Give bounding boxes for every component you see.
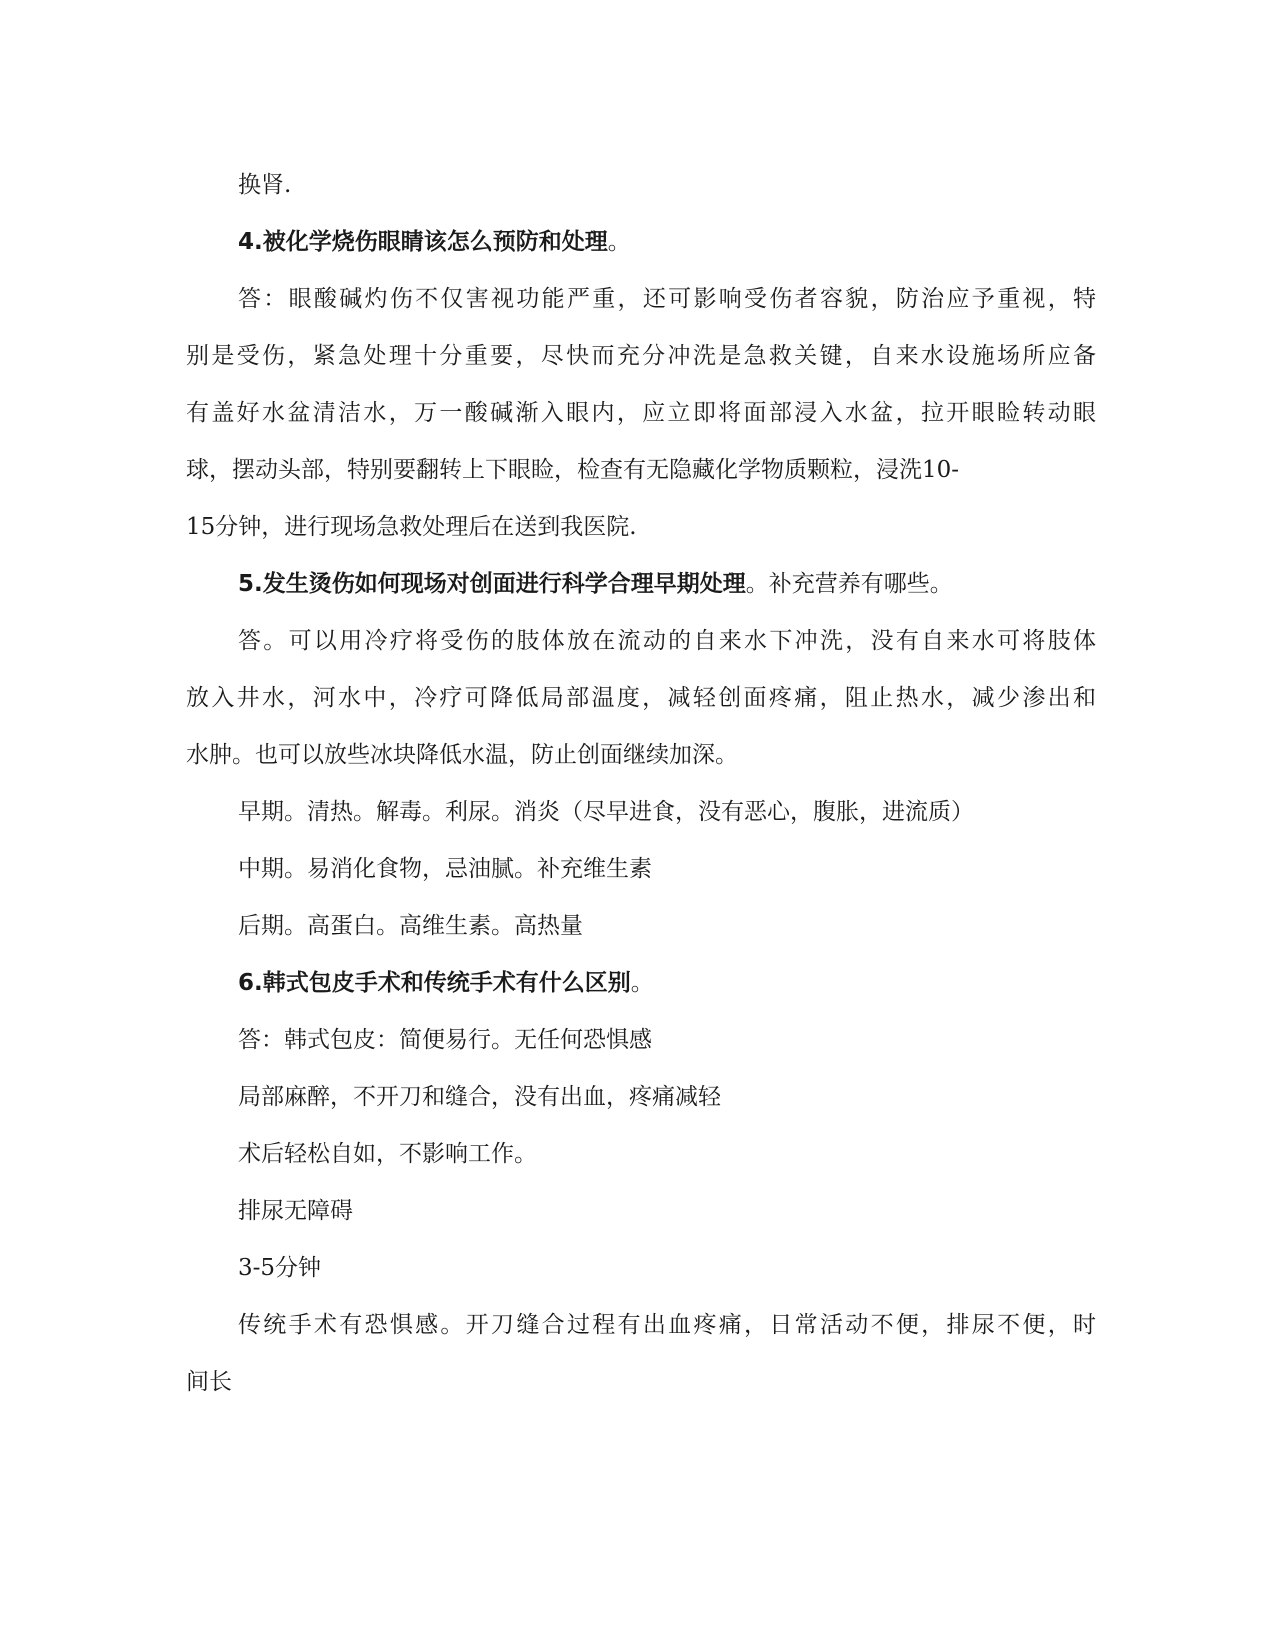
- text-span: 排尿无障碍: [238, 1198, 353, 1224]
- text-span: 答：韩式包皮：简便易行。无任何恐惧感: [238, 1027, 652, 1053]
- paragraph-line: [238, 854, 1096, 884]
- paragraph-line: [186, 398, 1096, 428]
- paragraph-line: [238, 284, 1096, 314]
- text-span: 早期。清热。解毒。利尿。消炎（尽早进食，没有恶心，腹胀，进流质）: [238, 799, 974, 825]
- paragraph-line: [238, 1196, 1096, 1226]
- heading-punct: 。: [607, 229, 631, 255]
- paragraph-line: [238, 1310, 1096, 1340]
- paragraph-line: [186, 740, 1096, 770]
- paragraph-line: [238, 1253, 1096, 1283]
- text-line: [238, 170, 1096, 200]
- heading-text: 5.发生烫伤如何现场对创面进行科学合理早期处理: [238, 571, 746, 597]
- heading-punct: 。补充营养有哪些。: [745, 571, 953, 597]
- heading-text: 4.被化学烧伤眼睛该怎么预防和处理: [238, 229, 608, 255]
- section-heading-4: [238, 227, 1096, 257]
- text-span: 水肿。也可以放些冰块降低水温，防止创面继续加深。: [186, 742, 738, 768]
- text-span: 后期。高蛋白。高维生素。高热量: [238, 913, 583, 939]
- heading-punct: 。: [630, 970, 654, 996]
- text-span: 中期。易消化食物，忌油腻。补充维生素: [238, 856, 652, 882]
- text-span: 答。可以用冷疗将受伤的肢体放在流动的自来水下冲洗，没有自来水可将肢体: [238, 628, 1096, 654]
- text-span: 球，摆动头部，特别要翻转上下眼睑，检查有无隐藏化学物质颗粒，浸洗10-: [186, 457, 960, 483]
- paragraph-line: [238, 797, 1096, 827]
- paragraph-line: [186, 1367, 1096, 1397]
- text-span: 换肾.: [238, 172, 292, 198]
- section-heading-6: [238, 968, 1096, 998]
- text-span: 3-5分钟: [238, 1255, 322, 1281]
- text-span: 答：眼酸碱灼伤不仅害视功能严重，还可影响受伤者容貌，防治应予重视，特: [238, 286, 1096, 312]
- text-span: 15分钟，进行现场急救处理后在送到我医院.: [186, 514, 637, 540]
- paragraph-line: [238, 626, 1096, 656]
- text-span: 传统手术有恐惧感。开刀缝合过程有出血疼痛，日常活动不便，排尿不便，时: [238, 1312, 1096, 1338]
- paragraph-line: [186, 683, 1096, 713]
- paragraph-line: [238, 911, 1096, 941]
- text-span: 别是受伤，紧急处理十分重要，尽快而充分冲洗是急救关键，自来水设施场所应备: [186, 343, 1096, 369]
- text-span: 放入井水，河水中，冷疗可降低局部温度，减轻创面疼痛，阻止热水，减少渗出和: [186, 685, 1096, 711]
- text-span: 有盖好水盆清洁水，万一酸碱渐入眼内，应立即将面部浸入水盆，拉开眼睑转动眼: [186, 400, 1096, 426]
- text-span: 间长: [186, 1369, 232, 1395]
- text-span: 术后轻松自如，不影响工作。: [238, 1141, 537, 1167]
- section-heading-5: [238, 569, 1096, 599]
- paragraph-line: [186, 512, 1096, 542]
- paragraph-line: [238, 1025, 1096, 1055]
- paragraph-line: [186, 341, 1096, 371]
- paragraph-line: [186, 455, 1096, 485]
- heading-text: 6.韩式包皮手术和传统手术有什么区别: [238, 970, 631, 996]
- paragraph-line: [238, 1139, 1096, 1169]
- text-span: 局部麻醉，不开刀和缝合，没有出血，疼痛减轻: [238, 1084, 721, 1110]
- paragraph-line: [238, 1082, 1096, 1112]
